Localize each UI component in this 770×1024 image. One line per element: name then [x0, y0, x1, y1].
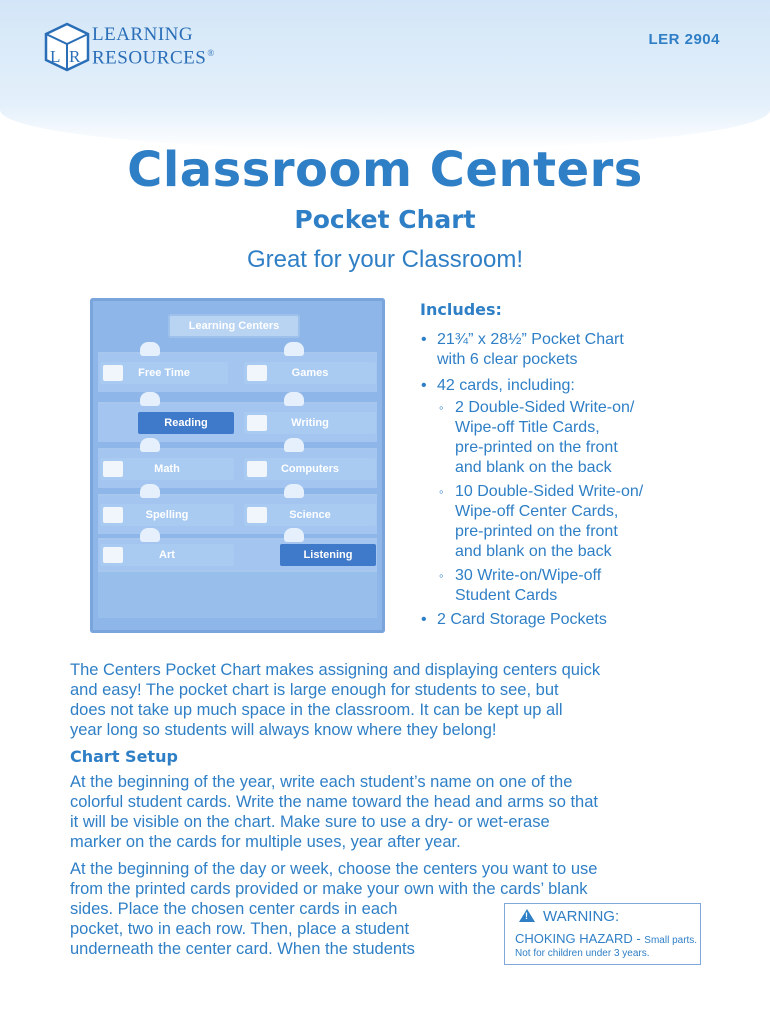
svg-text:L: L: [50, 47, 61, 66]
center-card: Computers: [244, 458, 376, 480]
brand-logo: [44, 22, 215, 72]
chart-pocket: [98, 494, 377, 534]
includes-subitem: Wipe-off Title Cards,: [455, 419, 600, 436]
storage-pocket: [98, 570, 377, 618]
warning-title: WARNING:: [543, 908, 620, 925]
includes-subitem: ◦ 30 Write-on/Wipe-off: [439, 567, 602, 584]
center-card: Free Time: [100, 362, 228, 384]
center-card: Listening: [280, 544, 376, 566]
chart-setup-heading: Chart Setup: [70, 747, 178, 766]
setup-paragraph-2: At the beginning of the day or week, choose the centers you want to use from the printed cards provided or make your own with the cards’ blank sides. Place the chosen center cards in each pocket, two in each row. Then, place a student underneath the center card. When the students: [70, 860, 598, 958]
svg-text:R: R: [69, 47, 81, 66]
includes-item: • 21¾” x 28½” Pocket Chart: [421, 331, 624, 348]
includes-item: • 42 cards, including:: [421, 377, 575, 394]
chart-pocket: [98, 352, 377, 392]
chart-pocket: [98, 402, 377, 442]
center-card: Reading: [138, 412, 234, 434]
includes-item: with 6 clear pockets: [437, 351, 578, 368]
chart-title-card: Learning Centers: [168, 314, 300, 338]
chart-pocket: [98, 538, 377, 572]
warning-small-parts: Small parts.: [644, 935, 698, 946]
setup-paragraph-1: At the beginning of the year, write each student’s name on one of the colorful student cards. Write the name toward the head and arms so that it will be visible on the chart. Make sure to use a dry- or wet-erase marker on the cards for multiple uses, year after year.: [70, 773, 598, 851]
includes-subitem: ◦ 10 Double-Sided Write-on/: [439, 483, 644, 500]
includes-item: • 2 Card Storage Pockets: [421, 611, 607, 628]
includes-subitem: Student Cards: [455, 587, 558, 604]
choking-hazard-warning: [504, 903, 701, 965]
warning-triangle-icon: [519, 909, 535, 922]
includes-subitem: ◦ 2 Double-Sided Write-on/: [439, 399, 635, 416]
center-card: Science: [244, 504, 376, 526]
warning-age: Not for children under 3 years.: [515, 948, 650, 959]
includes-subitem: pre-printed on the front: [455, 523, 618, 540]
warning-hazard: CHOKING HAZARD -: [515, 931, 645, 946]
center-card: Writing: [244, 412, 376, 434]
brand-line2: RESOURCES: [92, 47, 207, 69]
tagline: Great for your Classroom!: [246, 246, 524, 273]
product-sku: LER 2904: [648, 31, 720, 48]
chart-pocket: [98, 448, 377, 488]
intro-paragraph: The Centers Pocket Chart makes assigning and displaying centers quick and easy! The pocket chart is large enough for students to see, but does not take up much space in the classroom. It can be kept up all year long so students will always know where they belong!: [70, 661, 601, 739]
center-card: Art: [100, 544, 234, 566]
page-subtitle: Pocket Chart: [294, 205, 476, 234]
includes-subitem: Wipe-off Center Cards,: [455, 503, 619, 520]
includes-heading: Includes:: [420, 300, 502, 319]
center-card: Spelling: [100, 504, 234, 526]
registered-mark: ®: [207, 48, 215, 59]
pocket-chart-image: [90, 298, 385, 633]
page-title: Classroom Centers: [127, 142, 643, 198]
logo-cube-icon: [44, 22, 90, 72]
center-card: Games: [244, 362, 376, 384]
brand-line1: LEARNING: [92, 24, 194, 46]
includes-subitem: pre-printed on the front: [455, 439, 618, 456]
includes-subitem: and blank on the back: [455, 543, 612, 560]
includes-subitem: and blank on the back: [455, 459, 612, 476]
center-card: Math: [100, 458, 234, 480]
